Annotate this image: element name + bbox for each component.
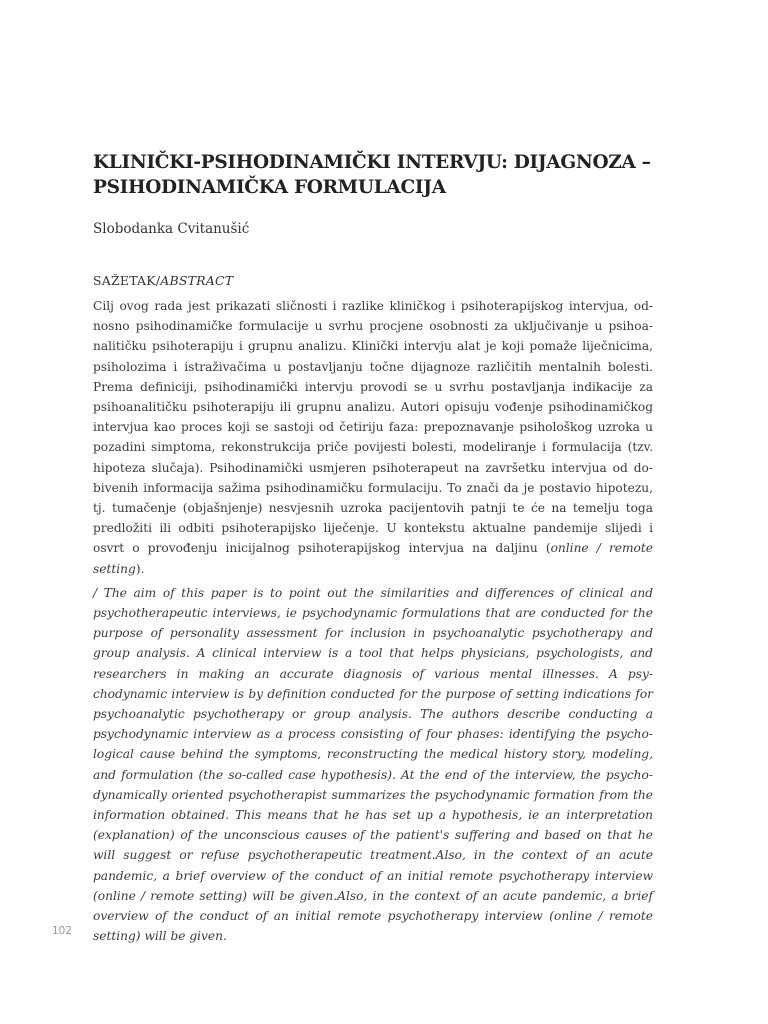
- abstract-heading: [93, 272, 653, 290]
- abstract-hr-italic: online / remote setting: [93, 541, 653, 576]
- title-line-1: KLINIČKI-PSIHODINAMIČKI INTERVJU: DIJAGNOZA –: [93, 152, 651, 173]
- title-line-2: PSIHODINAMIČKA FORMULACIJA: [93, 177, 446, 198]
- article: [93, 150, 653, 947]
- article-title: [93, 150, 653, 200]
- abstract-heading-hr: SAŽETAK/: [93, 273, 161, 288]
- abstract-hr-main: Cilj ovog rada jest prikazati sličnosti i razlike kliničkog i psihoterapijskog intervjua, odnosno psihodinamičke formulacije u svrhu procjene osobnosti za uključivanje u psihoanalitičku psihoterapiju i grupnu analizu. Klinički intervju alat je koji pomaže liječnicima, psiholozima i istraživačima u postavljanju točne dijagnoze različitih mentalnih bolesti. Prema definiciji, psihodinamički intervju provodi se u svrhu postavljanja indikacije za psihoanalitičku psihoterapiju ili grupnu analizu. Autori opisuju vođenje psihodinamičkog intervjua kao proces koji se sastoji od četiriju faza: prepoznavanje psihološkog uzroka u pozadini simptoma, rekonstrukcija priče povijesti bolesti, modeliranje i formulacija (tzv. hipoteza slučaja). Psihodinamički usmjeren psihoterapeut na završetku intervjua od dobivenih informacija sažima psihodinamičku formulaciju. To znači da je postavio hipotezu, tj. tumačenje (objašnjenje) nesvjesnih uzroka pacijentovih patnji te će na temelju toga predložiti ili odbiti psihoterapijsko liječenje. U kontekstu aktualne pandemije slijedi i osvrt o provođenju inicijalnog psihoterapijskog intervjua na daljinu (: [93, 299, 653, 556]
- abstract-hr-end: ).: [135, 561, 145, 576]
- author-name: Slobodanka Cvitanušić: [93, 221, 250, 237]
- abstract-english: / The aim of this paper is to point out the similarities and differences of clinical and psychotherapeutic interviews, ie psychodynamic formulations that are conducted for the purpose of personality assessment for inclusion in psychoanalytic psychotherapy and group analysis. A clinical interview is a tool that helps physicians, psychologists, and researchers in making an accurate diagnosis of various mental illnesses. A psychodynamic interview is by definition conducted for the purpose of setting indications for psychoanalytic psychotherapy or group analysis. The authors describe conducting a psychodynamic interview as a process consisting of four phases: identifying the psychological cause behind the symptoms, reconstructing the medical history story, modeling, and formulation (the so-called case hypothesis). At the end of the interview, the psychodynamically oriented psychotherapist summarizes the psychodynamic formation from the information obtained. This means that he has set up a hypothesis, ie an interpretation (explanation) of the unconscious causes of the patient's suffering and based on that he will suggest or refuse psychotherapeutic treatment.Also, in the context of an acute pandemic, a brief overview of the conduct of an initial remote psychotherapy interview (online / remote setting) will be given.Also, in the context of an acute pandemic, a brief overview of the conduct of an initial remote psychotherapy interview (online / remote setting) will be given.: [93, 585, 653, 944]
- abstract-croatian: [93, 296, 653, 579]
- page-number: 102: [52, 925, 73, 937]
- abstract-body: [93, 296, 653, 947]
- abstract-heading-en: ABSTRACT: [160, 273, 234, 288]
